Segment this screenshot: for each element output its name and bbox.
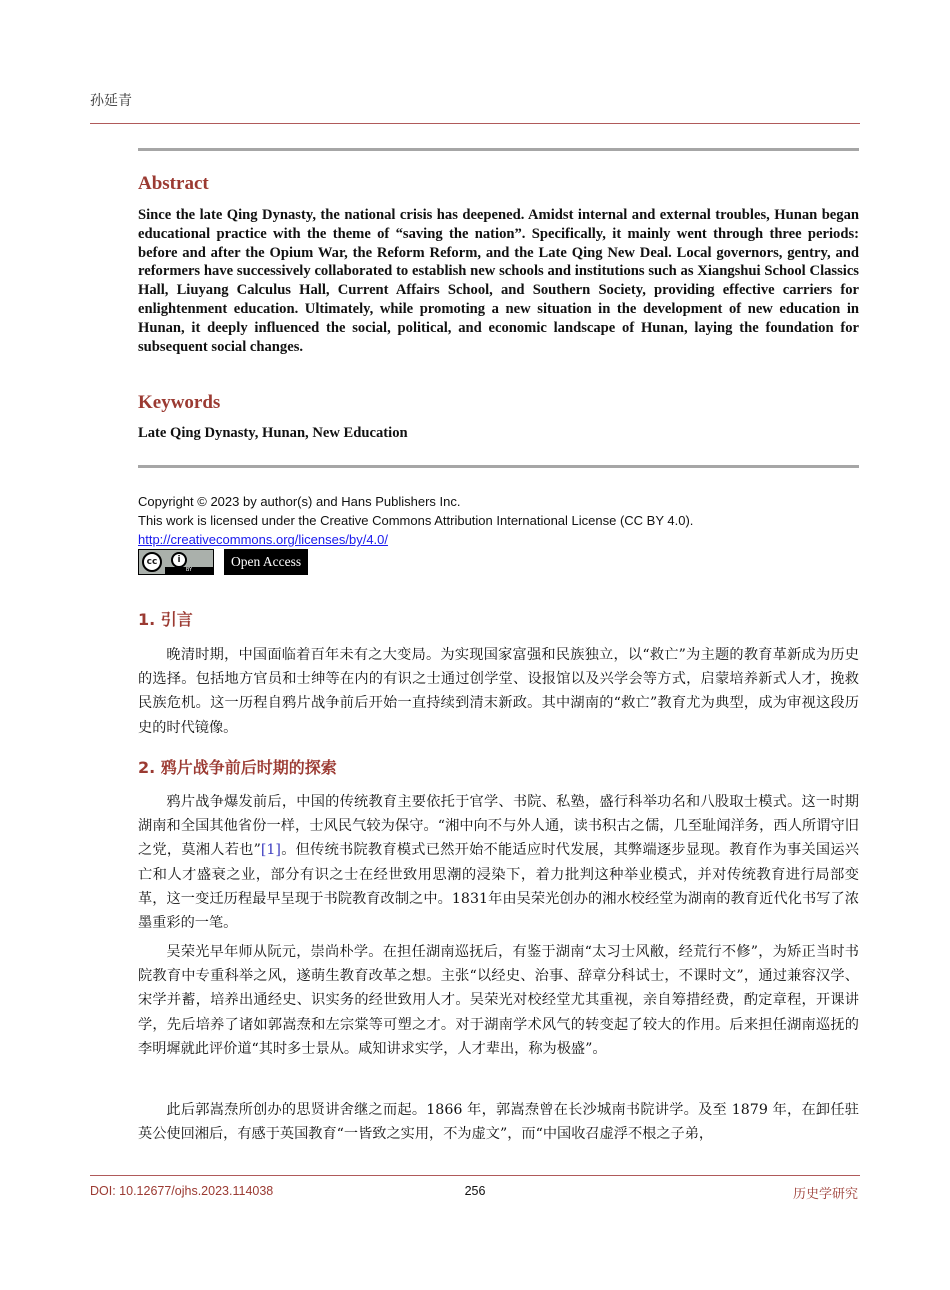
paragraph: 此后郭嵩焘所创办的思贤讲舍继之而起。1866 年，郭嵩焘曾在长沙城南书院讲学。及至 1879 年，在卸任驻英公使回湘后，有感于英国教育“一皆致之实用，不为虚文”，而“中国收召虚浮不根之子弟， [138, 1102, 859, 1143]
attribution-person-icon: i [171, 552, 187, 568]
license-badges [138, 549, 308, 575]
cc-icon: cc [142, 552, 162, 572]
page-number: 256 [464, 1184, 486, 1198]
cc-badge-label: BY [165, 567, 213, 574]
abstract-heading: Abstract [138, 173, 209, 194]
paragraph: 晚清时期，中国面临着百年未有之大变局。为实现国家富强和民族独立，以“救亡”为主题的教育革新成为历史的选择。包括地方官员和士绅等在内的有识之士通过创学堂、设报馆以及兴学会等方式，启蒙培养新式人才，挽救民族危机。这一历程自鸦片战争前后开始一直持续到清末新政。其中湖南的“救亡”教育尤为典型，成为审视这段历史的时代镜像。 [138, 647, 859, 736]
keywords-heading: Keywords [138, 392, 221, 413]
cc-by-badge-icon[interactable] [138, 549, 214, 575]
paragraph: 吴荣光早年师从阮元，崇尚朴学。在担任湖南巡抚后，有鉴于湖南“太习士风敝，经荒行不修”，为矫正当时书院教育中专重科举之风，遂萌生教育改革之想。主张“以经史、治事、辞章分科试士，不课时文”，通过兼容汉学、宋学并蓄，培养出通经史、识实务的经世致用人才。吴荣光对校经堂尤其重视，亲自筹措经费，酌定章程，开课讲学，先后培养了诸如郭嵩焘和左宗棠等可塑之才。对于湖南学术风气的转变起了较大的作用。后来担任湖南巡抚的李明墀就此评价道“其时多士景从。咸知讲求实学，人才辈出，称为极盛”。 [138, 944, 859, 1057]
keywords-body: Late Qing Dynasty, Hunan, New Education [138, 425, 408, 441]
copyright-block [138, 492, 693, 549]
abstract-body: Since the late Qing Dynasty, the national crisis has deepened. Amidst internal and external troubles, Hunan began educational practice with the theme of “saving the nation”. Specifically, it mainly went through three periods: before and after the Opium War, the Reform Reform, and the Late Qing New Deal. Local governors, gentry, and reformers have successively collaborated to establish new schools and institutions such as Xiangshui School Classics Hall, Liuyang Calculus Hall, Current Affairs School, and Southern Society, providing effective carriers for enlightenment education. Ultimately, while promoting a new situation in the development of new education in Hunan, it deeply influenced the social, political, and economic landscape of Hunan, laying the foundation for subsequent social changes. [138, 207, 859, 355]
footer-doi: DOI: 10.12677/ojhs.2023.114038 [90, 1184, 274, 1198]
copyright-line: Copyright © 2023 by author(s) and Hans Publishers Inc. [138, 494, 461, 509]
license-line: This work is licensed under the Creative Commons Attribution International License (CC BY 4.0). [138, 513, 694, 528]
abstract-top-rule [138, 148, 859, 151]
license-link[interactable]: http://creativecommons.org/licenses/by/4.0/ [138, 532, 389, 547]
running-header-author: 孙延青 [90, 93, 132, 109]
footer-journal-name: 历史学研究 [792, 1187, 858, 1202]
header-divider [90, 123, 860, 124]
section-heading-introduction: 1. 引言 [138, 610, 193, 629]
paragraph-text: 。但传统书院教育模式已然开始不能适应时代发展，其弊端逐步显现。教育作为事关国运兴亡和人才盛衰之业，部分有识之士在经世致用思潮的浸染下，着力批判这种举业模式，并对传统教育进行局部变革，这一变迁历程最早呈现于书院教育改制之中。1831年由吴荣光创办的湘水校经堂为湖南的教育近代化书写了浓墨重彩的一笔。 [138, 842, 859, 932]
citation-link[interactable]: [1] [260, 842, 281, 859]
open-access-badge[interactable]: Open Access [224, 549, 308, 575]
section-heading-opium-war: 2. 鸦片战争前后时期的探索 [138, 758, 337, 777]
footer-divider [90, 1175, 860, 1176]
abstract-bottom-rule [138, 465, 859, 468]
paragraph-text: 鸦片战争爆发前后，中国的传统教育主要依托于官学、书院、私塾，盛行科举功名和八股取士模式。这一时期湖南和全国其他省份一样，士风民气较为保守。“湘中向不与外人通，读书积古之儒，几至耻闻洋务，西人所谓守旧之党，莫湘人若也” [138, 794, 859, 859]
paragraph [138, 790, 859, 935]
